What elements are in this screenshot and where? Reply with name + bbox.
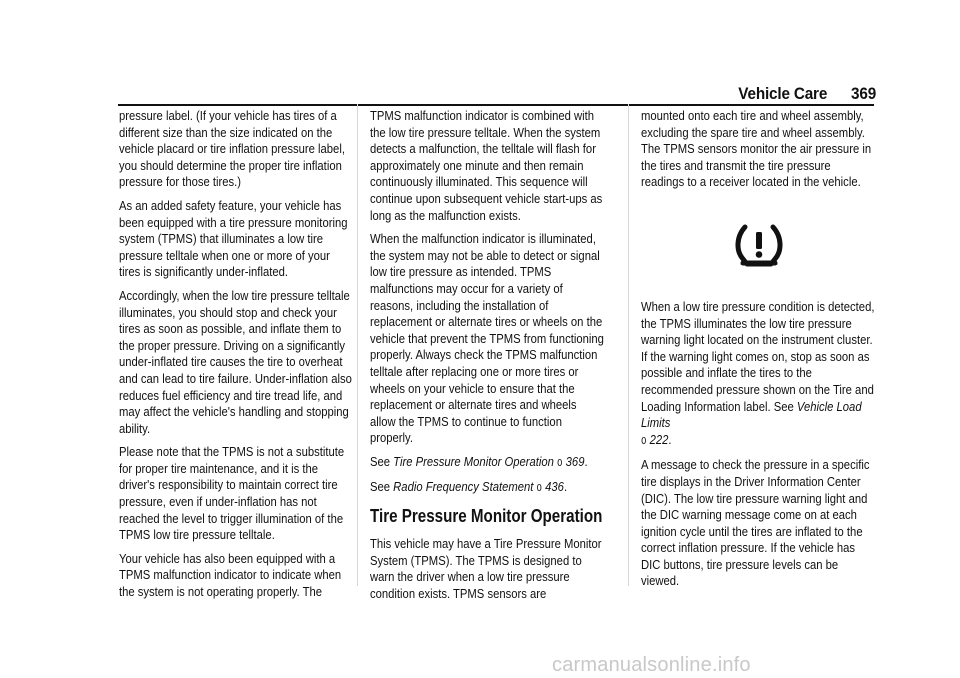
page-number: 369 — [851, 84, 876, 103]
paragraph: Please note that the TPMS is not a substitute for proper tire maintenance, and it is the driver's responsibility to maintain correct tire pressure, even if under-inflation has not reached the level to trigger illumination of the TPMS low tire pressure telltale. — [119, 444, 345, 543]
page-ref-icon: 0 — [536, 483, 543, 495]
paragraph: This vehicle may have a Tire Pressure Monitor System (TPMS). The TPMS is designed to warn the driver when a low tire pressure condition exists. TPMS sensors are — [370, 536, 602, 601]
column-middle — [370, 108, 604, 609]
page-header — [738, 84, 876, 104]
paragraph: As an added safety feature, your vehicle has been equipped with a tire pressure monitoring system (TPMS) that illuminates a low tire pressure telltale when one or more of your tires is significantly under-inflated. — [119, 197, 348, 280]
xref-link[interactable]: Radio Frequency Statement — [393, 479, 534, 495]
see-label: See — [370, 453, 391, 469]
paragraph: TPMS malfunction indicator is combined with the low tire pressure telltale. When the system detects a malfunction, the telltale will flash for approximately one minute and then remain continuously illuminated. This sequence will continue upon subsequent vehicle start-ups as long as the malfunction exists. — [370, 108, 603, 223]
column-right — [641, 108, 875, 597]
xref-page[interactable]: 369 — [565, 453, 585, 469]
page-ref-icon: 0 — [641, 435, 647, 447]
column-divider — [628, 104, 629, 586]
section-heading: Tire Pressure Monitor Operation — [370, 505, 603, 527]
paragraph: pressure label. (If your vehicle has tires of a different size than the size indicated on the vehicle placard or tire inflation pressure label, you should determine the proper tire inflation pressure for those tires.) — [119, 108, 345, 190]
column-divider — [357, 104, 358, 586]
section-title: Vehicle Care — [738, 84, 828, 103]
paragraph: Accordingly, when the low tire pressure telltale illuminates, you should stop and check your tires as soon as possible, and inflate them to the proper pressure. Driving on a significantly under-inflated tire causes the tire to overheat and can lead to tire failure. Under-inflation also reduces fuel efficiency and tire tread life, and may affect the vehicle's handling and stopping ability. — [119, 287, 352, 436]
paragraph: A message to check the pressure in a specific tire displays in the Driver Information Center (DIC). The low tire pressure warning light and the DIC warning message come on at each ignition cycle until the tires are inflated to the correct inflation pressure. If the vehicle has DIC buttons, tire pressure levels can be viewed. — [641, 457, 870, 589]
xref-link[interactable]: Vehicle Load Limits — [641, 398, 862, 431]
paragraph: Your vehicle has also been equipped with a TPMS malfunction indicator to indicate when the system is not operating properly. The — [119, 550, 342, 600]
paragraph: When the malfunction indicator is illuminated, the system may not be able to detect or signal low tire pressure as intended. TPMS malfunctions may occur for a variety of reasons, including the installation of replacement or alternate tires or wheels on the vehicle that prevent the TPMS from functioning properly. Always check the TPMS malfunction telltale after replacing one or more tires or wheels on your vehicle to ensure that the replacement or alternate tires and wheels allow the TPMS to continue to function properly. — [370, 231, 604, 446]
watermark: carmanualsonline.info — [552, 654, 751, 676]
see-label: See — [370, 479, 391, 495]
page-ref-icon: 0 — [557, 457, 563, 469]
cross-reference: See Radio Frequency Statement 0 436. — [370, 479, 568, 495]
xref-page[interactable]: 222 — [649, 431, 669, 447]
paragraph: mounted onto each tire and wheel assembly, excluding the spare tire and wheel assembly. The TPMS sensors monitor the air pressure in the tires and transmit the tire pressure readings to a receiver located in the vehicle. — [641, 108, 872, 190]
column-left — [119, 108, 353, 608]
paragraph: When a low tire pressure condition is detected, the TPMS illuminates the low tire pressure warning light located on the instrument cluster. If the warning light comes on, stop as soon as possible and inflate the tires to the recommended pressure shown on the Tire and Loading Information label. See Vehicle Load Limits 0 222. — [641, 298, 875, 447]
xref-link[interactable]: Tire Pressure Monitor Operation — [393, 453, 554, 469]
xref-page[interactable]: 436 — [545, 479, 564, 495]
low-tire-pressure-telltale-icon — [733, 223, 785, 269]
header-rule — [118, 104, 874, 106]
cross-reference: See Tire Pressure Monitor Operation 0 369. — [370, 453, 588, 469]
